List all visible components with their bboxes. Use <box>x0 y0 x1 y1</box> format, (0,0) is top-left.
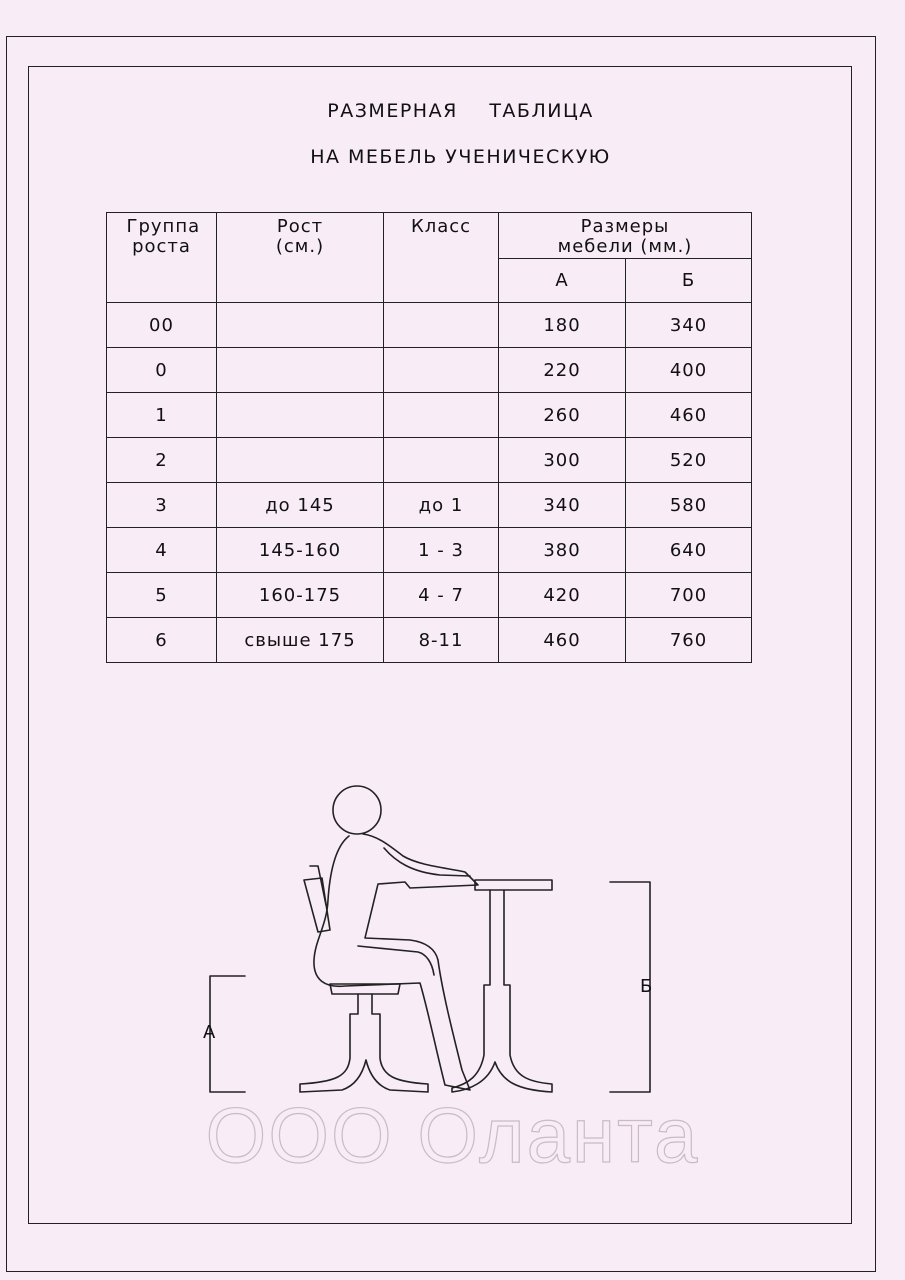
student-head <box>333 786 381 834</box>
cell-a: 420 <box>499 573 626 618</box>
cell-b: 640 <box>626 528 752 573</box>
cell-b: 460 <box>626 393 752 438</box>
cell-height: до 145 <box>217 483 384 528</box>
page-subtitle: НА МЕБЕЛЬ УЧЕНИЧЕСКУЮ <box>310 146 611 168</box>
desk-post <box>452 890 552 1092</box>
cell-b: 340 <box>626 303 752 348</box>
header-sizes: Размеры мебели (мм.) <box>499 213 752 259</box>
cell-group: 6 <box>107 618 217 663</box>
cell-b: 400 <box>626 348 752 393</box>
cell-a: 300 <box>499 438 626 483</box>
header-grade: Класс <box>384 213 499 303</box>
header-group: Группа роста <box>107 213 217 303</box>
student-thigh <box>358 946 434 975</box>
watermark: ООО Оланта <box>205 1091 700 1179</box>
cell-group: 5 <box>107 573 217 618</box>
header-height: Рост (см.) <box>217 213 384 303</box>
cell-height: 160-175 <box>217 573 384 618</box>
cell-group: 2 <box>107 438 217 483</box>
cell-b: 700 <box>626 573 752 618</box>
cell-grade: до 1 <box>384 483 499 528</box>
cell-grade: 1 - 3 <box>384 528 499 573</box>
cell-b: 580 <box>626 483 752 528</box>
student-body <box>314 834 478 1090</box>
dimension-b-label: Б <box>640 976 653 997</box>
cell-a: 220 <box>499 348 626 393</box>
cell-a: 180 <box>499 303 626 348</box>
cell-a: 460 <box>499 618 626 663</box>
cell-group: 1 <box>107 393 217 438</box>
chair-post <box>300 994 428 1092</box>
cell-grade: 8-11 <box>384 618 499 663</box>
cell-grade: 4 - 7 <box>384 573 499 618</box>
cell-height: свыше 175 <box>217 618 384 663</box>
cell-group: 3 <box>107 483 217 528</box>
page-title: РАЗМЕРНАЯ ТАБЛИЦА <box>327 100 594 122</box>
header-col-a: А <box>499 259 626 303</box>
cell-b: 520 <box>626 438 752 483</box>
cell-height: 145-160 <box>217 528 384 573</box>
cell-a: 380 <box>499 528 626 573</box>
dimension-a-label: А <box>203 1022 216 1043</box>
cell-a: 260 <box>499 393 626 438</box>
header-col-b: Б <box>626 259 752 303</box>
cell-a: 340 <box>499 483 626 528</box>
cell-group: 0 <box>107 348 217 393</box>
cell-group: 00 <box>107 303 217 348</box>
cell-b: 760 <box>626 618 752 663</box>
desk-top <box>475 880 552 890</box>
cell-group: 4 <box>107 528 217 573</box>
